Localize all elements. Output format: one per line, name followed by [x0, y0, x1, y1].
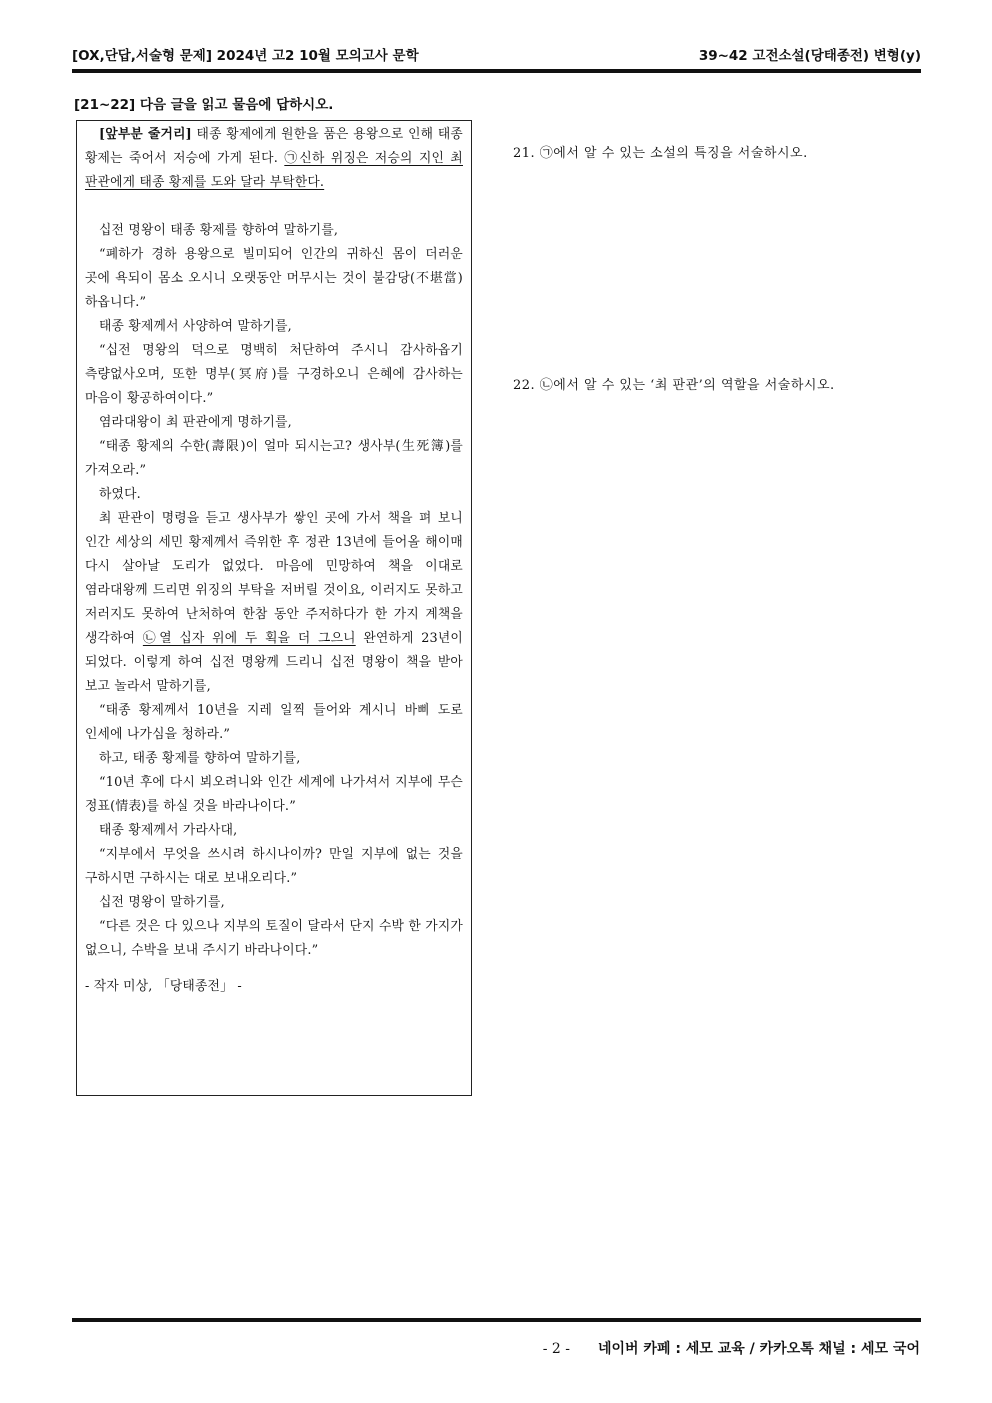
page-header [72, 44, 921, 64]
marked-passage-a: ㉠신하 위징은 저승의 지인 최 판관에게 태종 황제를 도와 달라 부탁한다. [85, 151, 463, 190]
passage-text: 완연하게 23년이 되었다. 이렇게 하여 십전 명왕께 드리니 십전 명왕이 책을 받아 보고 놀라서 말하기를, [85, 631, 463, 694]
passage-paragraph: 하고, 태종 황제를 향하여 말하기를, [99, 751, 301, 766]
page-number: - 2 - [542, 1341, 570, 1357]
passage-paragraph: “태종 황제께서 10년을 지레 일찍 들어와 계시니 바삐 도로 인세에 나가심을 청하라.” [85, 703, 463, 742]
passage-paragraph: “폐하가 경하 용왕으로 빌미되어 인간의 귀하신 몸이 더러운 곳에 욕되이 몸소 오시니 오랫동안 머무시는 것이 불감당(不堪當)하옵니다.” [85, 247, 463, 310]
passage-paragraph: 염라대왕이 최 판관에게 명하기를, [99, 415, 292, 430]
passage-paragraph: 십전 명왕이 태종 황제를 향하여 말하기를, [99, 223, 339, 238]
question-22: 22. ㉡에서 알 수 있는 ‘최 판관’의 역할을 서술하시오. [513, 378, 835, 393]
summary-paragraph [85, 123, 463, 195]
passage-paragraph: “태종 황제의 수한(壽限)이 얼마 되시는고? 생사부(生死簿)를 가져오라.” [85, 439, 463, 478]
passage-paragraph: 하였다. [99, 487, 141, 502]
passage-source: - 작자 미상, 「당태종전」 - [85, 979, 242, 994]
passage-paragraph [85, 507, 463, 699]
footer-rule [72, 1318, 921, 1322]
marked-passage-b: ㉡열 십자 위에 두 획을 더 그으니 [142, 631, 356, 646]
passage-paragraph: 십전 명왕이 말하기를, [99, 895, 225, 910]
question-21: 21. ㉠에서 알 수 있는 소설의 특징을 서술하시오. [513, 146, 808, 161]
summary-text: 태종 황제에게 원한을 품은 용왕으로 인해 태종 황제는 죽어서 저승에 가게 된다. [85, 127, 463, 166]
passage-paragraph: 태종 황제께서 가라사대, [99, 823, 238, 838]
paragraph-gap [85, 195, 463, 219]
header-section: 39~42 고전소설(당태종전) 변형(y) [698, 48, 921, 64]
passage-paragraph: “지부에서 무엇을 쓰시려 하시나이까? 만일 지부에 없는 것을 구하시면 구하시는 대로 보내오리다.” [85, 847, 463, 886]
passage-paragraph: “십전 명왕의 덕으로 명백히 처단하여 주시니 감사하옵기 측량없사오며, 또한 명부(冥府)를 구경하오니 은혜에 감사하는 마음이 황공하여이다.” [85, 343, 463, 406]
instruction: [21~22] 다음 글을 읽고 물음에 답하시오. [74, 97, 334, 113]
passage-paragraph: 태종 황제께서 사양하여 말하기를, [99, 319, 292, 334]
passage-paragraph: “다른 것은 다 있으나 지부의 토질이 달라서 단지 수박 한 가지가 없으니, 수박을 보내 주시기 바라나이다.” [85, 919, 463, 958]
passage-text: 최 판관이 명령을 듣고 생사부가 쌓인 곳에 가서 책을 펴 보니 인간 세상의 세민 황제께서 즉위한 후 정관 13년에 들어올 해이매 다시 살아날 도리가 없었다. 마음에 민망하여 책을 이대로 염라대왕께 드리면 위징의 부탁을 저버릴 것이요, 이러지도 못하고 저러지도 못하여 난처하여 한참 동안 주저하다가 한 가지 계책을 생각하여 [85, 511, 463, 646]
passage-box [76, 120, 472, 1096]
header-rule [72, 69, 921, 73]
page-footer [543, 1338, 920, 1358]
summary-label: [앞부분 줄거리] [99, 127, 192, 142]
header-title: [OX,단답,서술형 문제] 2024년 고2 10월 모의고사 문학 [72, 48, 419, 64]
passage-paragraph: “10년 후에 다시 뵈오려니와 인간 세계에 나가셔서 지부에 무슨 정표(情表)를 하실 것을 바라나이다.” [85, 775, 463, 814]
footer-channel: 네이버 카페 : 세모 교육 / 카카오톡 채널 : 세모 국어 [597, 1341, 920, 1357]
